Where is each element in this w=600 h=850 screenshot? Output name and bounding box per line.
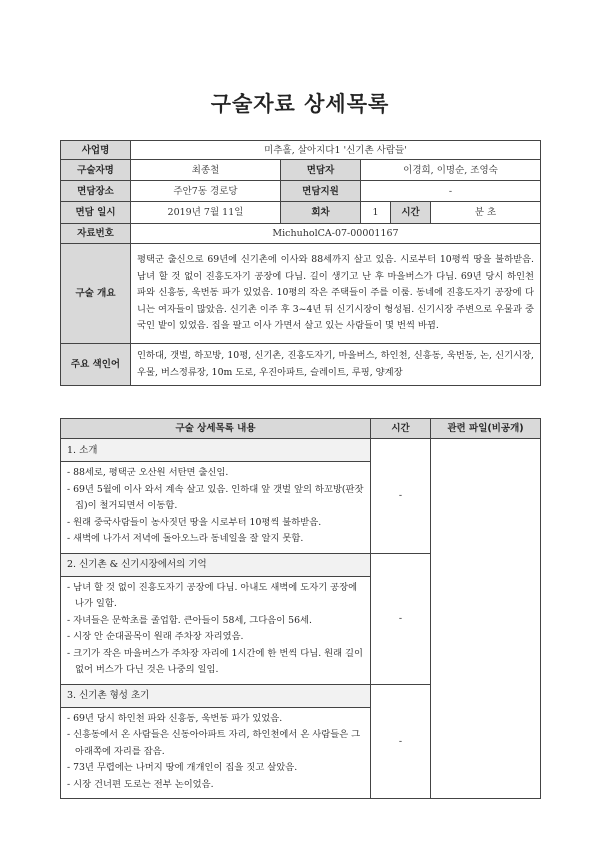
support-value: -: [361, 181, 541, 202]
section-bullets: [61, 576, 371, 684]
bullet-item: - 원래 중국사람들이 농사짓던 땅을 시로부터 10평씩 불하받음.: [67, 516, 322, 528]
summary-label: 구술 개요: [61, 244, 131, 344]
narrator-value: 최종철: [131, 160, 281, 181]
keywords-label: 주요 색인어: [61, 344, 131, 386]
interviewer-value: 이경희, 이명순, 조영숙: [361, 160, 541, 181]
bullet-item: - 신흥동에서 온 사람들은 신동아아파트 자리, 하인천에서 온 사람들은 그 아래쪽에 자리를 잡음.: [67, 729, 361, 757]
section-time: -: [371, 553, 431, 684]
bullet-item: - 남녀 할 것 없이 진흥도자기 공장에 다님. 아내도 새벽에 도자기 공장에 나가 일함.: [67, 581, 358, 609]
id-value: MichuholCA-07-00001167: [131, 224, 541, 244]
id-label: 자료번호: [61, 224, 131, 244]
files-header: 관련 파일(비공개): [431, 419, 541, 439]
bullet-item: - 시장 건너편 도로는 전부 논이었음.: [67, 778, 214, 790]
content-table: [60, 418, 541, 799]
bullet-item: - 69년 당시 하인천 파와 신흥동, 욱번동 파가 있었음.: [67, 712, 283, 724]
date-label: 면담 일시: [61, 202, 131, 224]
section-bullets: [61, 462, 371, 554]
bullet-item: - 69년 5월에 이사 와서 계속 살고 있음. 인하대 앞 갯벌 앞의 하꼬방(판잣집)이 철거되면서 이동함.: [67, 483, 364, 511]
place-label: 면담장소: [61, 181, 131, 202]
section-title: 3. 신기촌 형성 초기: [61, 684, 371, 707]
section-time: -: [371, 684, 431, 799]
support-label: 면담지원: [281, 181, 361, 202]
session-label: 회차: [281, 202, 361, 224]
bullet-item: - 자녀들은 문학초를 졸업함. 큰아들이 58세, 그다음이 56세.: [67, 614, 312, 626]
time-label: 시간: [391, 202, 431, 224]
related-files-cell: [431, 439, 541, 799]
section-title: 1. 소개: [61, 439, 371, 462]
bullet-item: - 새벽에 나가서 저녁에 돌아오느라 동네일을 잘 알지 못함.: [67, 533, 304, 544]
place-value: 주안7동 경로당: [131, 181, 281, 202]
summary-text: 평택군 출신으로 69년에 신기촌에 이사와 88세까지 살고 있음. 시로부터 10평씩 땅을 불하받음. 남녀 할 것 없이 진흥도자기 공장에 다님. 길이 생기고 난 후 마을버스가 다님. 69년 당시 하인천 파와 신흥동, 욱번동 파가 있었음. 10평의 작은 주택들이 주를 이룸. 동네에 진흥도자기 공장에 다니는 여자들이 많았음. 신기촌 이주 후 3~4년 뒤 신기시장이 형성됨. 신기시장 주변으로 우물과 중국인 밭이 있었음. 집을 팔고 이사 가면서 살고 있는 사람들이 몇 번씩 바뀜.: [131, 244, 541, 344]
bullet-item: - 88세로, 평택군 오산원 서탄면 출신임.: [67, 467, 229, 478]
section-time: -: [371, 439, 431, 554]
date-value: 2019년 7월 11일: [131, 202, 281, 224]
content-header: 구술 상세목록 내용: [61, 419, 371, 439]
metadata-table: [60, 140, 541, 386]
interviewer-label: 면담자: [281, 160, 361, 181]
time-value: 분 초: [431, 202, 541, 224]
session-value: 1: [361, 202, 391, 224]
keywords-text: 인하대, 갯벌, 하꼬방, 10평, 신기촌, 진흥도자기, 마을버스, 하인천, 신흥동, 욱번동, 논, 신기시장, 우물, 버스정류장, 10m 도로, 우진아파트, 슬레이트, 루핑, 양계장: [131, 344, 541, 386]
project-value: 미추홀, 살아지다1 '신기촌 사람들': [131, 141, 541, 160]
project-label: 사업명: [61, 141, 131, 160]
section-title: 2. 신기촌 & 신기시장에서의 기억: [61, 553, 371, 576]
time-header: 시간: [371, 419, 431, 439]
bullet-item: - 73년 무렵에는 나머지 땅에 개개인이 집을 짓고 살았음.: [67, 762, 298, 773]
bullet-item: - 시장 안 순대골목이 원래 주차장 자리였음.: [67, 631, 244, 642]
bullet-item: - 크기가 작은 마을버스가 주차장 자리에 1시간에 한 번씩 다님. 원래 길이 없어 버스가 다닌 것은 나중의 일임.: [67, 647, 363, 675]
narrator-label: 구술자명: [61, 160, 131, 181]
section-bullets: [61, 707, 371, 799]
page-title: 구술자료 상세목록: [210, 92, 390, 116]
